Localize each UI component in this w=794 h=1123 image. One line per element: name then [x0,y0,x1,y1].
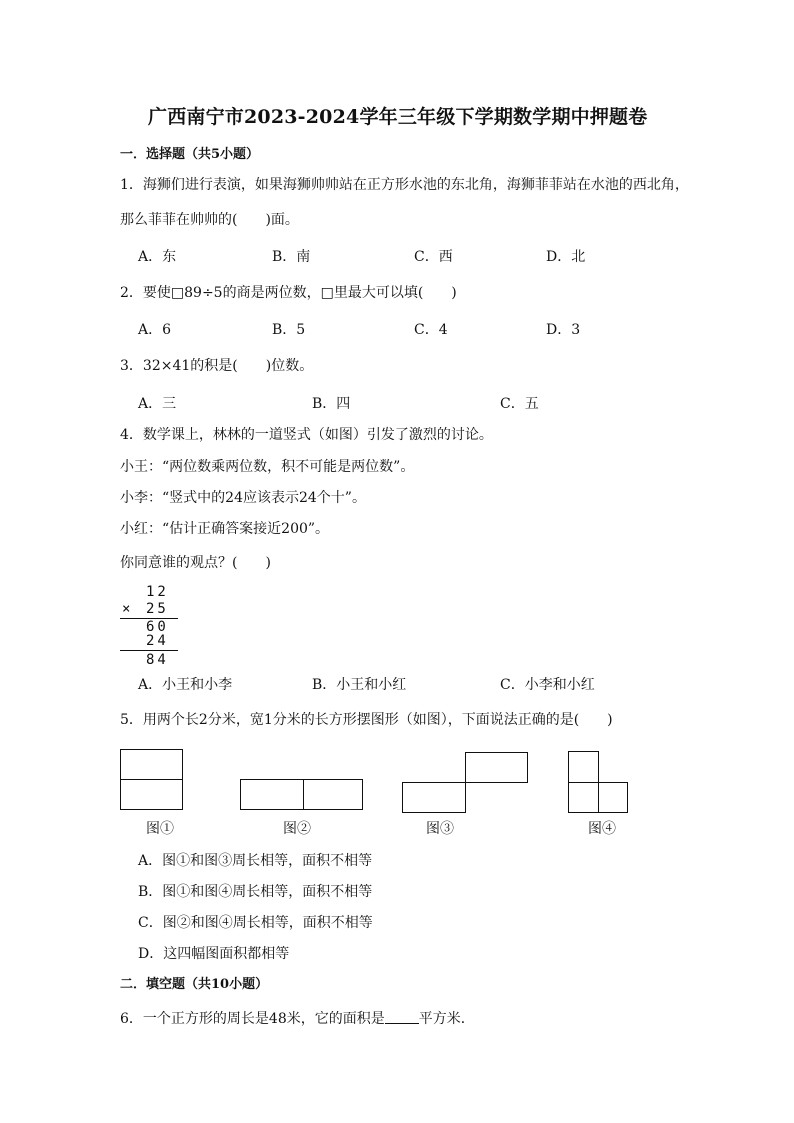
question-2: 2．要使□89÷5的商是两位数，□里最大可以填( ) [120,285,457,301]
page-title: 广西南宁市2023-2024学年三年级下学期数学期中押题卷 [148,106,648,128]
question-4-ask: 你同意谁的观点？( ) [120,555,271,571]
q5-option-b[interactable]: B．图①和图④周长相等，面积不相等 [138,884,373,900]
section-heading-choice: 一．选择题（共5小题） [120,147,260,162]
q4-option-a[interactable]: A．小王和小李 [138,677,233,693]
q3-option-a[interactable]: A．三 [138,396,177,412]
partial-product-1: 60 [146,619,169,635]
statement-xiaoli: 小李：“竖式中的24应该表示24个十”。 [120,490,366,506]
q1-option-b[interactable]: B．南 [272,249,311,265]
partial-product-2: 24 [146,633,169,649]
q5-option-d[interactable]: D．这四幅图面积都相等 [138,946,290,962]
question-3: 3．32×41的积是( )位数。 [120,358,314,374]
q4-option-b[interactable]: B．小王和小红 [312,677,407,693]
multiplier: 25 [146,601,169,617]
question-5: 5．用两个长2分米，宽1分米的长方形摆图形（如图），下面说法正确的是( ) [120,712,613,728]
caption-figure-4: 图④ [588,821,616,837]
caption-figure-2: 图② [283,821,311,837]
q4-option-c[interactable]: C．小李和小红 [500,677,595,693]
product-result: 84 [146,652,169,668]
section-heading-fill: 二．填空题（共10小题） [120,977,269,992]
question-6-text-after: 平方米． [418,1011,475,1027]
caption-figure-1: 图① [146,821,174,837]
q2-option-b[interactable]: B．5 [272,322,306,338]
caption-figure-3: 图③ [426,821,454,837]
fig3-rect-upper [465,752,528,783]
multiplicand: 12 [146,584,169,600]
q1-option-c[interactable]: C．西 [414,249,453,265]
calc-line-2 [120,650,178,651]
answer-blank[interactable] [385,1022,419,1024]
q2-option-c[interactable]: C．4 [414,322,448,338]
fig3-rect-lower [402,782,466,813]
fig4-rect-horizontal [568,782,628,813]
q3-option-b[interactable]: B．四 [312,396,351,412]
q3-option-c[interactable]: C．五 [500,396,539,412]
q1-option-d[interactable]: D．北 [546,249,586,265]
question-1-line-1: 1．海狮们进行表演，如果海狮帅帅站在正方形水池的东北角，海狮菲菲站在水池的西北角， [120,177,689,193]
times-sign: × [122,601,131,617]
question-6-text-before: 6．一个正方形的周长是48米，它的面积是 [120,1011,385,1027]
fig2-rect-right [303,779,363,810]
fig1-rect-top [120,749,183,780]
q1-option-a[interactable]: A．东 [138,249,177,265]
statement-xiaohong: 小红：“估计正确答案接近200”。 [120,521,330,537]
question-1-line-2: 那么菲菲在帅帅的( )面。 [120,212,299,228]
fig1-rect-bottom [120,779,183,810]
q2-option-d[interactable]: D．3 [546,322,581,338]
question-4: 4．数学课上，林林的一道竖式（如图）引发了激烈的讨论。 [120,427,493,443]
q5-option-a[interactable]: A．图①和图③周长相等，面积不相等 [138,853,373,869]
q2-option-a[interactable]: A．6 [138,322,172,338]
q5-option-c[interactable]: C．图②和图④周长相等，面积不相等 [138,915,373,931]
fig2-rect-left [240,779,304,810]
statement-xiaowang: 小王：“两位数乘两位数，积不可能是两位数”。 [120,459,415,475]
question-6 [120,1012,475,1026]
